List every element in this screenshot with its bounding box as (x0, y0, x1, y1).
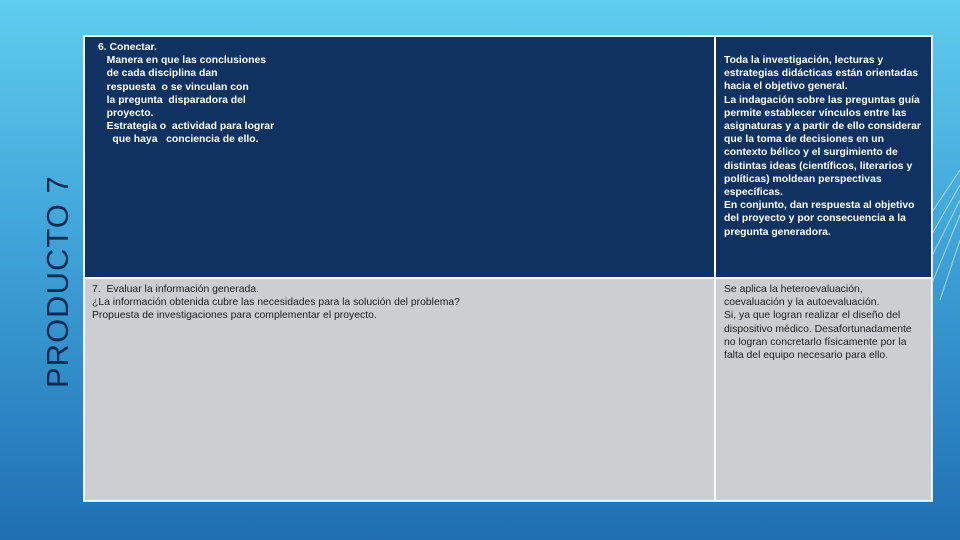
text-line: 6. Conectar. (98, 42, 157, 53)
text-line: Manera en que las conclusiones (98, 55, 267, 67)
text-line: 7. Evaluar la información generada. (92, 284, 259, 295)
step-7-description-cell (85, 279, 714, 500)
paragraph: Si, ya que logran realizar el diseño del dispositivo médico. Desafortunadamente no logran concretarlo físicamente por la falta del equipo necesario para ello. (724, 310, 912, 362)
step-6-response-cell (716, 37, 931, 277)
paragraph: La indagación sobre las preguntas guía permite establecer vínculos entre las asignaturas y a partir de ello considerar que la toma de decisiones en un contexto bélico y el surgimiento de distintas ideas (científicos, literarios y políticas) moldean perspectivas específicas. (724, 94, 921, 199)
text-line: Estrategia o actividad para lograr (98, 121, 275, 133)
text-line: de cada disciplina dan (98, 68, 218, 80)
text-line: proyecto. (98, 108, 154, 120)
paragraph: En conjunto, dan respuesta al objetivo del proyecto y por consecuencia a la pregunta generadora. (724, 200, 915, 238)
step-6-description-cell (85, 37, 714, 277)
slide-title: PRODUCTO 7 (40, 175, 75, 388)
paragraph: Toda la investigación, lecturas y estrategias didácticas están orientadas hacia el objetivo general. (724, 55, 919, 93)
content-table (83, 35, 933, 502)
text-line: que haya conciencia de ello. (98, 134, 259, 146)
text-line: Propuesta de investigaciones para complementar el proyecto. (92, 310, 377, 322)
text-line: ¿La información obtenida cubre las necesidades para la solución del problema? (92, 297, 460, 309)
text-line: respuesta o se vinculan con (98, 81, 249, 93)
step-7-response-cell (716, 279, 931, 500)
paragraph: Se aplica la heteroevaluación, coevaluación y la autoevaluación. (724, 284, 880, 309)
text-line: la pregunta disparadora del (98, 94, 246, 106)
